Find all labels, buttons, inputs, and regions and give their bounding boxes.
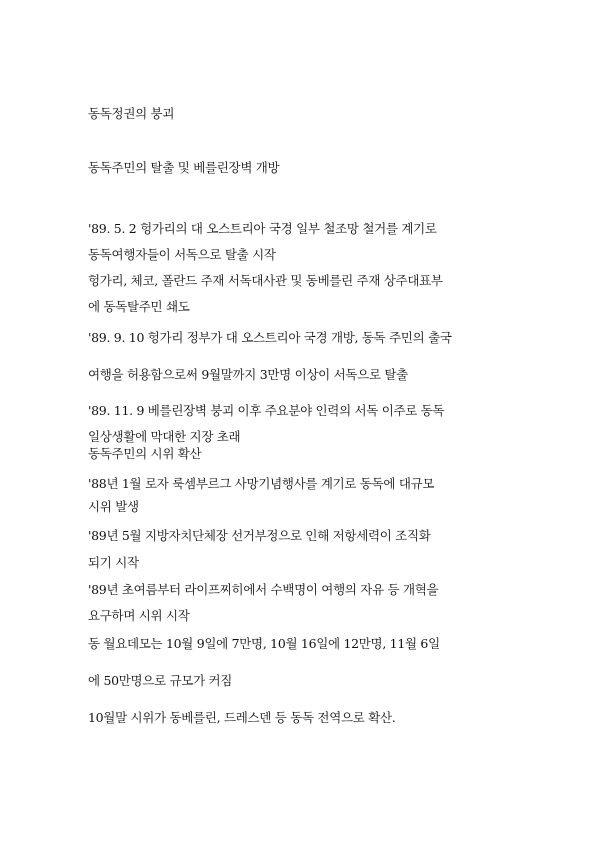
heading-regime-collapse: 동독정권의 붕괴 <box>88 106 175 121</box>
text-line: '89. 9. 10 헝가리 정부가 대 오스트리아 국경 개방, 동독 주민의 출국 <box>88 330 452 345</box>
text-line: '88년 1월 로자 룩셈부르그 사망기념행사를 계기로 동독에 대규모 <box>88 476 435 491</box>
text-line: 시위 발생 <box>88 499 139 514</box>
text-line: 에 50만명으로 규모가 커짐 <box>88 673 233 688</box>
text-line: '89년 초여름부터 라이프찌히에서 수백명이 여행의 자유 등 개혁을 <box>88 582 439 597</box>
text-line: 10월말 시위가 동베를린, 드레스덴 등 동독 전역으로 확산. <box>88 710 396 725</box>
text-line: 헝가리, 체코, 폴란드 주재 서독대사관 및 동베를린 주재 상주대표부 <box>88 273 443 288</box>
text-line: 일상생활에 막대한 지장 초래 <box>88 429 241 444</box>
text-line: 요구하며 시위 시작 <box>88 608 190 623</box>
text-line: '89. 5. 2 헝가리의 대 오스트리아 국경 일부 철조망 철거를 계기로 <box>88 221 437 236</box>
text-line: '89. 11. 9 베를린장벽 붕괴 이후 주요분야 인력의 서독 이주로 동독 <box>88 403 445 418</box>
text-line: 되기 시작 <box>88 555 139 570</box>
text-line: 동 월요데모는 10월 9일에 7만명, 10월 16일에 12만명, 11월 6일 <box>88 636 440 651</box>
text-line: 여행을 허용함으로써 9월말까지 3만명 이상이 서독으로 탈출 <box>88 367 408 382</box>
heading-protest-spread: 동독주민의 시위 확산 <box>88 446 202 461</box>
text-line: 에 동독탈주민 쇄도 <box>88 299 190 314</box>
text-line: 동독여행자들이 서독으로 탈출 시작 <box>88 247 276 262</box>
heading-escape-and-wall-opening: 동독주민의 탈출 및 베를린장벽 개방 <box>88 160 280 175</box>
text-line: '89년 5월 지방자치단체장 선거부정으로 인해 저항세력이 조직화 <box>88 528 431 543</box>
